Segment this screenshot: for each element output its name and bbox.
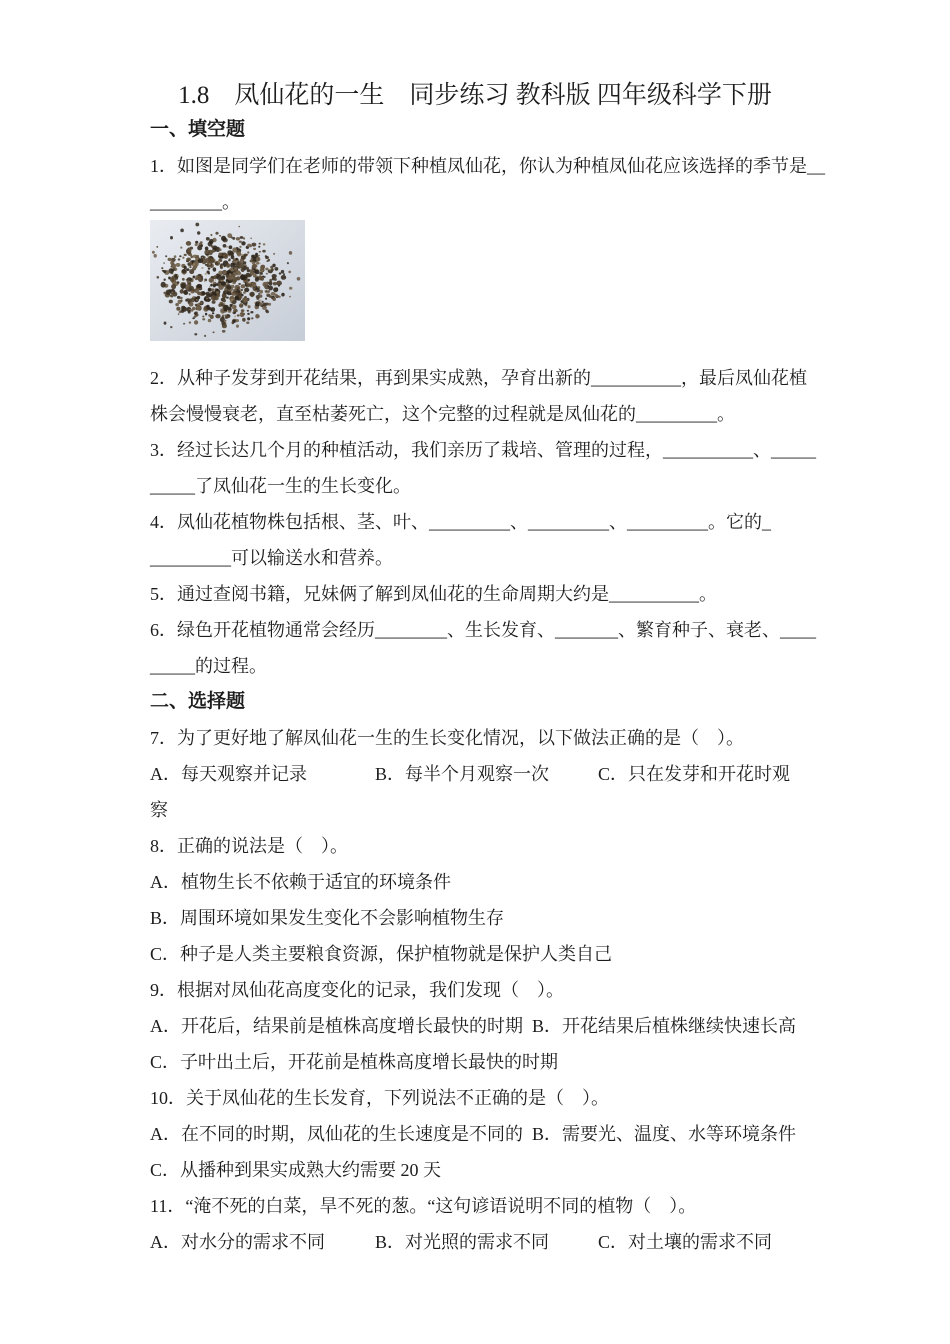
question-3-line-1: 3．经过长达几个月的种植活动，我们亲历了栽培、管理的过程，__________、_____ [150, 440, 816, 460]
question-8-option-b: B．周围环境如果发生变化不会影响植物生存 [150, 908, 505, 928]
question-6-line-1: 6．绿色开花植物通常会经历________、生长发育、_______、繁育种子、衰老、____ [150, 620, 816, 640]
question-7-option-a: A．每天观察并记录 [150, 764, 307, 784]
question-4-line-2: _________可以输送水和营养。 [150, 548, 393, 568]
question-8-stem: 8．正确的说法是（ ）。 [150, 836, 348, 856]
page-title: 1.8 凤仙花的一生 同步练习 教科版 四年级科学下册 [178, 82, 772, 109]
question-10-option-b: B．需要光、温度、水等环境条件 [532, 1124, 797, 1144]
question-4-line-1: 4．凤仙花植物株包括根、茎、叶、_________、_________、_________。它的_ [150, 512, 771, 532]
question-9-option-a: A．开花后，结果前是植株高度增长最快的时期 [150, 1016, 523, 1036]
question-9-stem: 9．根据对凤仙花高度变化的记录，我们发现（ ）。 [150, 980, 564, 1000]
question-5: 5．通过查阅书籍，兄妹俩了解到凤仙花的生命周期大约是__________。 [150, 584, 717, 604]
question-11-option-c: C．对土壤的需求不同 [598, 1232, 773, 1252]
question-9-option-c: C．子叶出土后，开花前是植株高度增长最快的时期 [150, 1052, 559, 1072]
question-11-option-a: A．对水分的需求不同 [150, 1232, 325, 1252]
seed-pile-image [150, 220, 305, 341]
question-11-option-b: B．对光照的需求不同 [375, 1232, 550, 1252]
question-11-options [150, 1224, 800, 1260]
question-7-option-c-wrap: 察 [150, 800, 168, 820]
question-10-option-c: C．从播种到果实成熟大约需要 20 天 [150, 1160, 442, 1180]
question-7-option-c: C．只在发芽和开花时观 [598, 764, 791, 784]
question-1-line-2: ________。 [150, 192, 240, 212]
question-8-option-c: C．种子是人类主要粮食资源，保护植物就是保护人类自己 [150, 944, 613, 964]
question-10-stem: 10．关于凤仙花的生长发育，下列说法不正确的是（ ）。 [150, 1088, 609, 1108]
question-7-option-b: B．每半个月观察一次 [375, 764, 550, 784]
question-2-line-1: 2．从种子发芽到开花结果，再到果实成熟，孕育出新的__________，最后凤仙花植 [150, 368, 807, 388]
seed-pile-photo [150, 220, 305, 341]
question-11-stem: 11．“淹不死的白菜，旱不死的葱。“这句谚语说明不同的植物（ ）。 [150, 1196, 697, 1216]
question-9-option-b: B．开花结果后植株继续快速长高 [532, 1016, 797, 1036]
question-7-options [150, 756, 800, 792]
question-1-line-1: 1．如图是同学们在老师的带领下种植凤仙花，你认为种植凤仙花应该选择的季节是__ [150, 156, 825, 176]
question-7-stem: 7．为了更好地了解凤仙花一生的生长变化情况，以下做法正确的是（ ）。 [150, 728, 744, 748]
question-10-options-ab [150, 1116, 800, 1152]
question-6-line-2: _____的过程。 [150, 656, 267, 676]
section-fill-in-heading: 一、填空题 [150, 119, 246, 140]
question-9-options-ab [150, 1008, 800, 1044]
question-2-line-2: 株会慢慢衰老，直至枯萎死亡，这个完整的过程就是凤仙花的_________。 [150, 404, 735, 424]
question-3-line-2: _____了凤仙花一生的生长变化。 [150, 476, 411, 496]
question-8-option-a: A．植物生长不依赖于适宜的环境条件 [150, 872, 451, 892]
question-10-option-a: A．在不同的时期，凤仙花的生长速度是不同的 [150, 1124, 523, 1144]
section-choice-heading: 二、选择题 [150, 691, 246, 712]
